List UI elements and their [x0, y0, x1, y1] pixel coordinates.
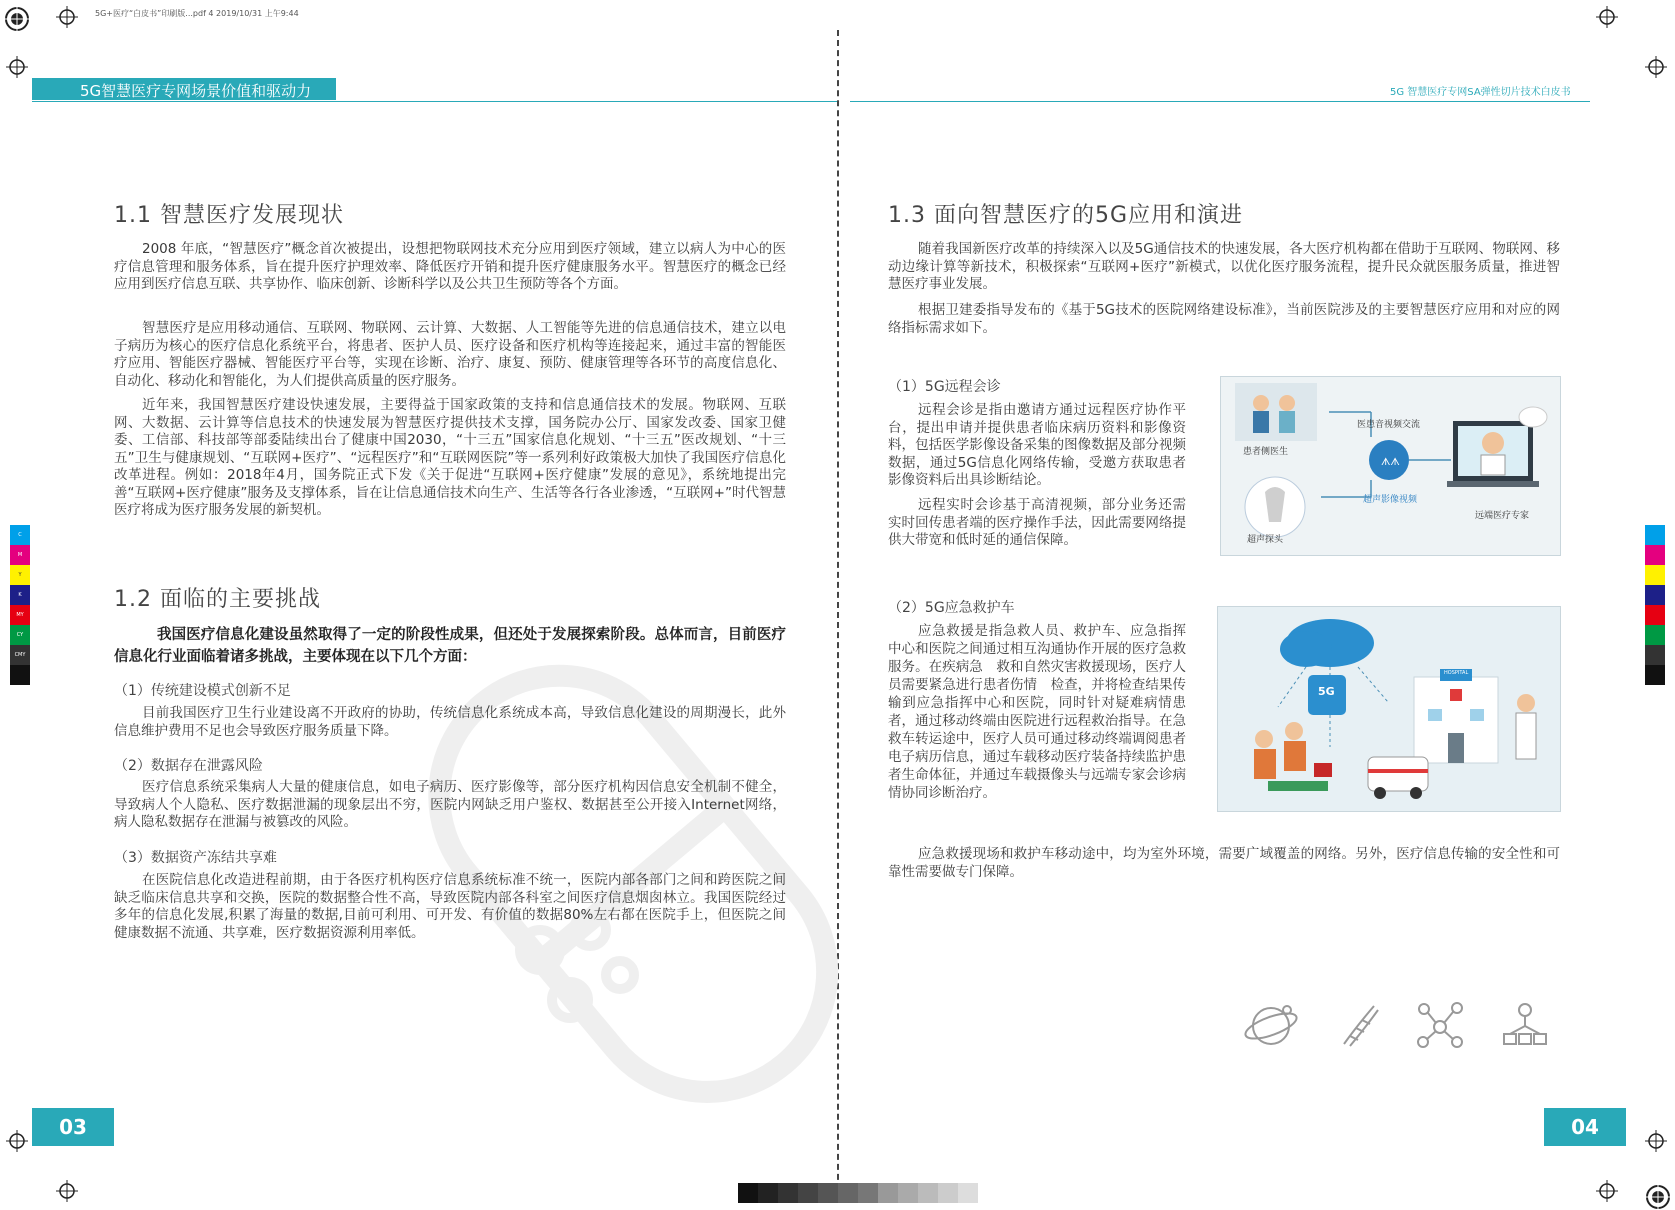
crosshair-icon: [56, 1180, 78, 1202]
application-1-title: （1）5G远程会诊: [888, 379, 1001, 395]
application-1-paragraph: 远程实时会诊基于高清视频，部分业务还需实时回传患者端的医疗操作手法，因此需要网络提供大带宽和低时延的通信保障。: [888, 497, 1186, 548]
header-rule: [850, 101, 1590, 102]
section-1-2-intro: 我国医疗信息化建设虽然取得了一定的阶段性成果，但还处于发展探索阶段。总体而言，目前医疗信息化行业面临着诸多挑战，主要体现在以下几个方面：: [114, 627, 786, 665]
remote-consultation-illustration: [1221, 377, 1560, 555]
figure-label: 医患音视频交流: [1357, 420, 1421, 430]
crosshair-icon: [1596, 6, 1618, 28]
crosshair-icon: [6, 1130, 28, 1152]
color-calibration-bar: [1645, 525, 1665, 685]
section-1-3-paragraph: 根据卫建委指导发布的《基于5G技术的医院网络建设标准》，当前医院涉及的主要智慧医疗应用和对应的网络指标需求如下。: [888, 302, 1560, 336]
header-right-title: 5G 智慧医疗专网SA弹性切片技术白皮书: [1390, 87, 1571, 98]
application-2-title: （2）5G应急救护车: [888, 600, 1015, 616]
emergency-ambulance-figure: [1217, 606, 1561, 812]
network-icon: [1500, 1000, 1550, 1050]
svg-text:ᗑᗑ: ᗑᗑ: [1381, 457, 1400, 468]
challenge-3-title: （3）数据资产冻结共享难: [114, 850, 277, 866]
section-1-1-title: 1.1 智慧医疗发展现状: [114, 203, 344, 228]
crosshair-icon: [1645, 1130, 1667, 1152]
section-1-1-paragraph: 智慧医疗是应用移动通信、互联网、物联网、云计算、大数据、人工智能等先进的信息通信技术，建立以电子病历为核心的医疗信息化系统平台，将患者、医护人员、医疗设备和医疗机构等连接起来，通过丰富的智能医疗应用、智能医疗器械、智能医疗平台等，实现在诊断、治疗、康复、预防、健康管理等各环节的高度信息化、自动化、移动化和智能化，为人们提供高质量的医疗服务。: [114, 320, 786, 389]
figure-label: 5G: [1318, 685, 1335, 698]
header-rule: [32, 101, 837, 102]
figure-label: 超声影像视频: [1363, 495, 1418, 505]
section-1-2-title: 1.2 面临的主要挑战: [114, 587, 321, 612]
section-1-1-paragraph: 2008 年底，“智慧医疗”概念首次被提出，设想把物联网技术充分应用到医疗领域，建立以病人为中心的医疗信息管理和服务体系，旨在提升医疗护理效率、降低医疗开销和提升医疗健康服务水平。智慧医疗的概念已经应用到医疗信息互联、共享协作、临床创新、诊断科学以及公共卫生预防等各个方面。: [114, 241, 786, 292]
remote-consultation-figure: [1220, 376, 1561, 556]
application-1-paragraph: 远程会诊是指由邀请方通过远程医疗协作平台，提出申请并提供患者临床病历资料和影像资料，包括医学影像设备采集的图像数据及部分视频数据，通过5G信息化网络传输，受邀方获取患者影像资料后出具诊断结论。: [888, 402, 1186, 488]
crosshair-icon: [56, 6, 78, 28]
grey-calibration-bar: [738, 1183, 978, 1207]
crosshair-icon: [1596, 1180, 1618, 1202]
challenge-3-text: 在医院信息化改造进程前期，由于各医疗机构医疗信息系统标准不统一，医院内部各部门之间和跨医院之间缺乏临床信息共享和交换，医院的数据整合性不高，导致医院内部各科室之间医疗信息烟囱林立。我国医院经过多年的信息化发展,积累了海量的数据,目前可利用、可开发、有价值的数据80%左右都在医院手上，但医院之间健康数据不流通、共享难，医疗数据资源利用率低。: [114, 872, 786, 941]
figure-label: 超声探头: [1247, 535, 1284, 545]
section-1-1-paragraph: 近年来，我国智慧医疗建设快速发展，主要得益于国家政策的支持和信息通信技术的发展。物联网、互联网、大数据、云计算等信息技术的快速发展为智慧医疗提供技术支撑，国务院办公厅、国家发改委、国家卫健委、工信部、科技部等部委陆续出台了健康中国2030，“十三五”国家信息化规划、“十三五”医改规划、“十三五”卫生与健康规划、“互联网+医疗”、“远程医疗”和“互联网医院”等一系列利好政策极大加快了我国医疗信息化改革进程。例如：2018年4月，国务院正式下发《关于促进“互联网+医疗健康”发展的意见》，系统地提出完善“互联网+医疗健康”服务及支撑体系，旨在让信息通信技术向生产、生活等各行各业渗透，“互联网+”时代智慧医疗将成为医疗服务发展的新契机。: [114, 397, 786, 518]
page-number: 04: [1544, 1108, 1626, 1146]
dna-icon: [1334, 1000, 1382, 1050]
registration-target-icon: [1645, 1184, 1671, 1210]
figure-label: 患者侧医生: [1243, 447, 1289, 457]
crosshair-icon: [1645, 56, 1667, 78]
crosshair-icon: [6, 56, 28, 78]
figure-label: HOSPITAL: [1444, 670, 1469, 676]
color-calibration-bar: C M Y K MY CY CMY: [10, 525, 30, 685]
emergency-ambulance-illustration: [1218, 607, 1560, 811]
challenge-1-text: 目前我国医疗卫生行业建设离不开政府的协助，传统信息化系统成本高，导致信息化建设的周期漫长，此外信息维护费用不足也会导致医疗服务质量下降。: [114, 705, 786, 739]
section-1-3-paragraph: 随着我国新医疗改革的持续深入以及5G通信技术的快速发展，各大医疗机构都在借助于互联网、物联网、移动边缘计算等新技术，积极探索“互联网+医疗”新模式，以优化医疗服务流程，提升民众就医服务质量，推进智慧医疗事业发展。: [888, 241, 1560, 292]
page-number: 03: [32, 1108, 114, 1146]
figure-label: 远端医疗专家: [1475, 511, 1530, 521]
header-left-title: 5G智慧医疗专网场景价值和驱动力: [80, 82, 312, 100]
file-info: 5G+医疗“白皮书”印刷版...pdf 4 2019/10/31 上午9:44: [95, 9, 299, 18]
registration-target-icon: [4, 6, 30, 32]
challenge-1-title: （1）传统建设模式创新不足: [114, 683, 291, 699]
application-2-paragraph: 应急救援是指急救人员、救护车、应急指挥中心和医院之间通过相互沟通协作开展的医疗急救服务。在疾病急 救和自然灾害救援现场，医疗人员需要紧急进行患者伤情 检查，并将检查结果传输到应急指挥中心和医院，同时针对疑难病情患者，通过移动终端由医院进行远程救治指导。在急救车转运途中，医疗人员可通过移动终端调阅患者电子病历信息，通过车载移动医疗装备持续监护患者生命体征，并通过车载摄像头与远端专家会诊病情协同诊断治疗。: [888, 623, 1186, 801]
challenge-2-title: （2）数据存在泄露风险: [114, 758, 263, 774]
molecule-icon: [1415, 1000, 1465, 1050]
section-1-3-title: 1.3 面向智慧医疗的5G应用和演进: [888, 203, 1244, 228]
globe-icon: [1243, 1000, 1299, 1050]
challenge-2-text: 医疗信息系统采集病人大量的健康信息，如电子病历、医疗影像等，部分医疗机构因信息安全机制不健全，导致病人个人隐私、医疗数据泄漏的现象层出不穷，医院内网缺乏用户鉴权、数据甚至公开接入Internet网络，病人隐私数据存在泄漏与被篡改的风险。: [114, 779, 786, 830]
application-2-paragraph: 应急救援现场和救护车移动途中，均为室外环境，需要广域覆盖的网络。另外，医疗信息传输的安全性和可靠性需要做专门保障。: [888, 846, 1560, 880]
